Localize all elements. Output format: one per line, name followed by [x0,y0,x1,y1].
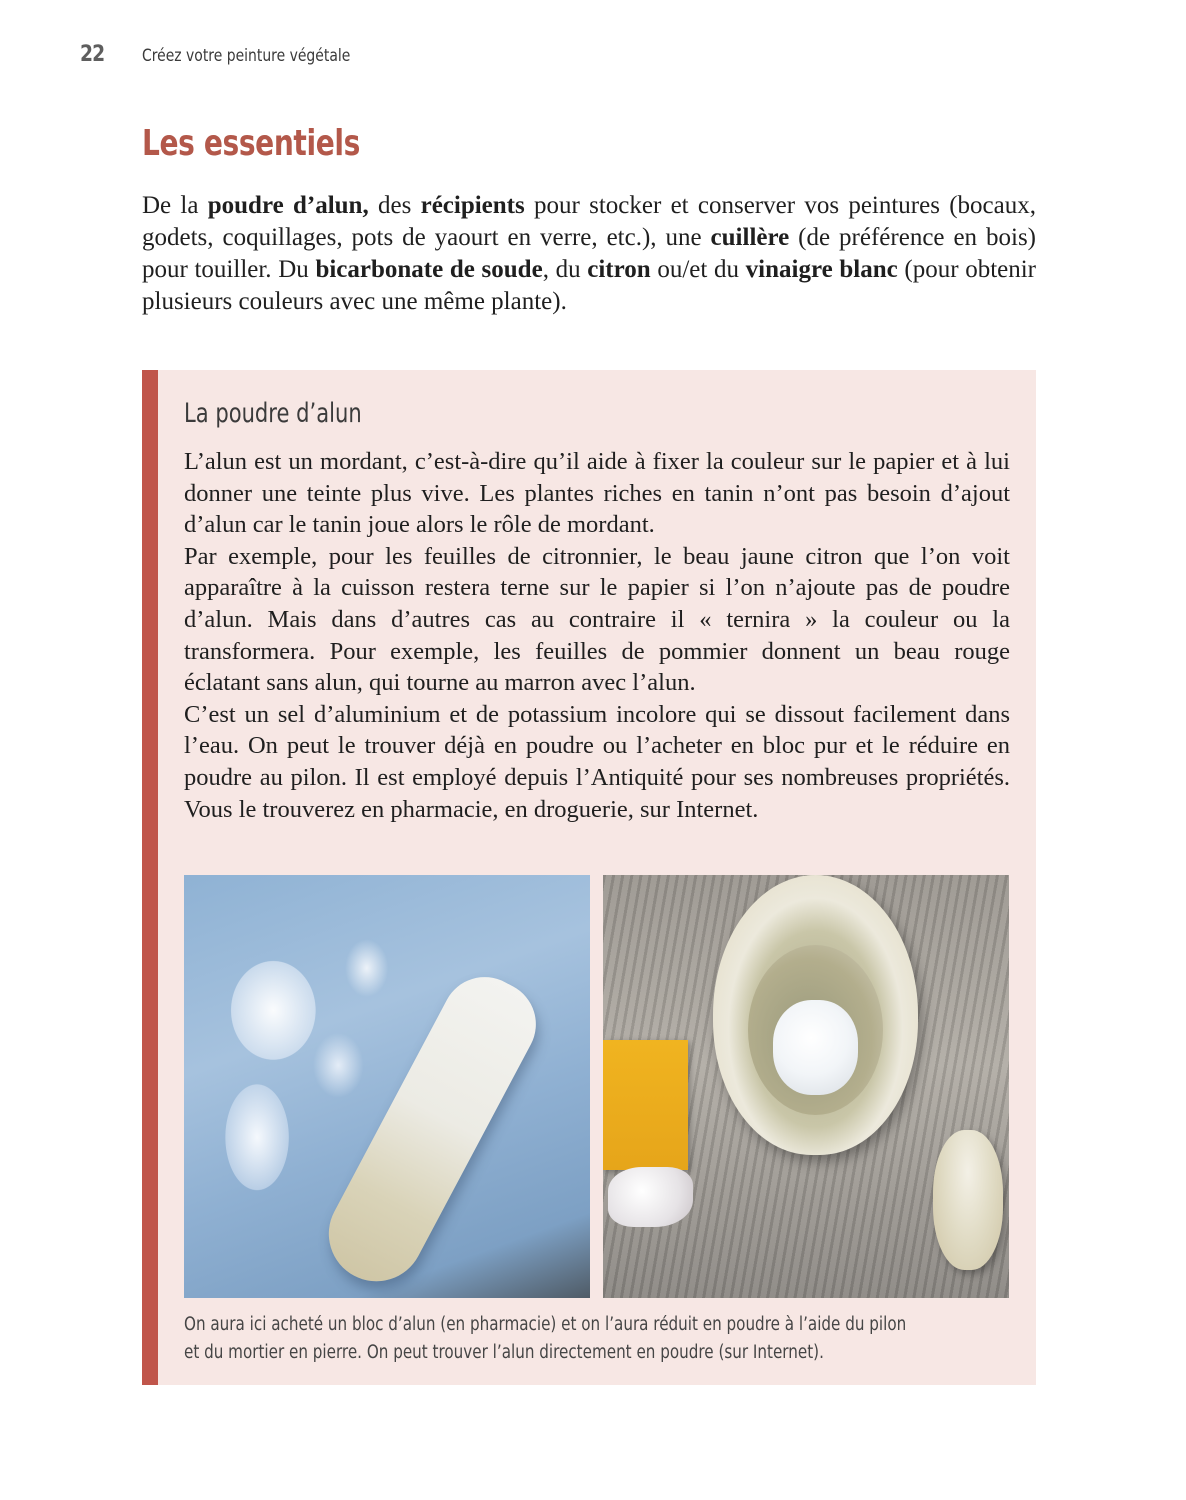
section-title: Les essentiels [142,123,360,164]
info-box-alum [142,370,1036,1385]
intro-text: pour stocker et conserver vos peintures (bocaux, godets, coquillages, pots de yaourt en verre, etc.), une [142,192,1037,251]
pestle-image [312,962,551,1298]
photo-mortar-alum-powder [603,875,1009,1298]
box-title: La poudre d’alun [184,398,362,429]
intro-keyword: cuillère [710,224,790,251]
intro-text: De la [142,192,208,219]
mortar-bowl [748,945,883,1115]
intro-keyword: bicarbonate de soude [315,256,543,283]
intro-text: ou/et du [650,256,746,283]
caption-line: On aura ici acheté un bloc d’alun (en pharmacie) et on l’aura réduit en poudre à l’aide du pilon [184,1314,907,1335]
intro-text: (de préférence en bois) pour touiller. Du [142,224,1036,283]
box-paragraph: C’est un sel d’aluminium et de potassium incolore qui se dissout facilement dans l’eau. On peut le trouver déjà en poudre ou l’acheter en bloc pur et le réduire en poudre au pilon. Il est employé depuis l’Antiquité pour ses nombreuses propriétés. Vous le trouverez en pharmacie, en droguerie, sur Internet. [184,700,1010,823]
intro-paragraph [142,190,1036,318]
intro-keyword: récipients [420,192,525,219]
box-paragraph: L’alun est un mordant, c’est-à-dire qu’il aide à fixer la couleur sur le papier et à lui donner une teinte plus vive. Les plantes riches en tanin n’ont pas besoin d’ajout d’alun car le tanin joue alors le rôle de mordant. [184,448,1010,539]
box-paragraph: Par exemple, pour les feuilles de citronnier, le beau jaune citron que l’on voit apparaître à la cuisson restera terne sur le papier si l’on n’ajoute pas de poudre d’alun. Mais dans d’autres cas au contraire il « ternira » la couleur ou la transformera. Pour exemple, les feuilles de pommier donnent un beau rouge éclatant sans alun, qui tourne au marron avec l’alun. [184,542,1010,697]
photo-alum-crystals-pestle [184,875,590,1298]
box-accent-bar [142,370,158,1385]
mortar-image [713,875,918,1155]
alum-powder-image [773,1000,858,1095]
running-title: Créez votre peinture végétale [142,46,351,66]
intro-text: (pour obtenir plusieurs couleurs avec une même plante). [142,256,1037,315]
intro-keyword: vinaigre blanc [745,256,898,283]
alum-crystal-image [608,1167,693,1227]
intro-text: des [368,192,421,219]
box-body [184,446,1010,825]
photo-caption [184,1311,907,1367]
page-number: 22 [80,42,105,67]
intro-keyword: poudre d’alun, [207,192,369,219]
intro-text: , du [542,256,588,283]
alum-product-box [603,1040,688,1170]
pestle-head-image [933,1130,1003,1270]
caption-line: et du mortier en pierre. On peut trouver l’alun directement en poudre (sur Internet). [184,1342,824,1363]
intro-keyword: citron [587,256,651,283]
